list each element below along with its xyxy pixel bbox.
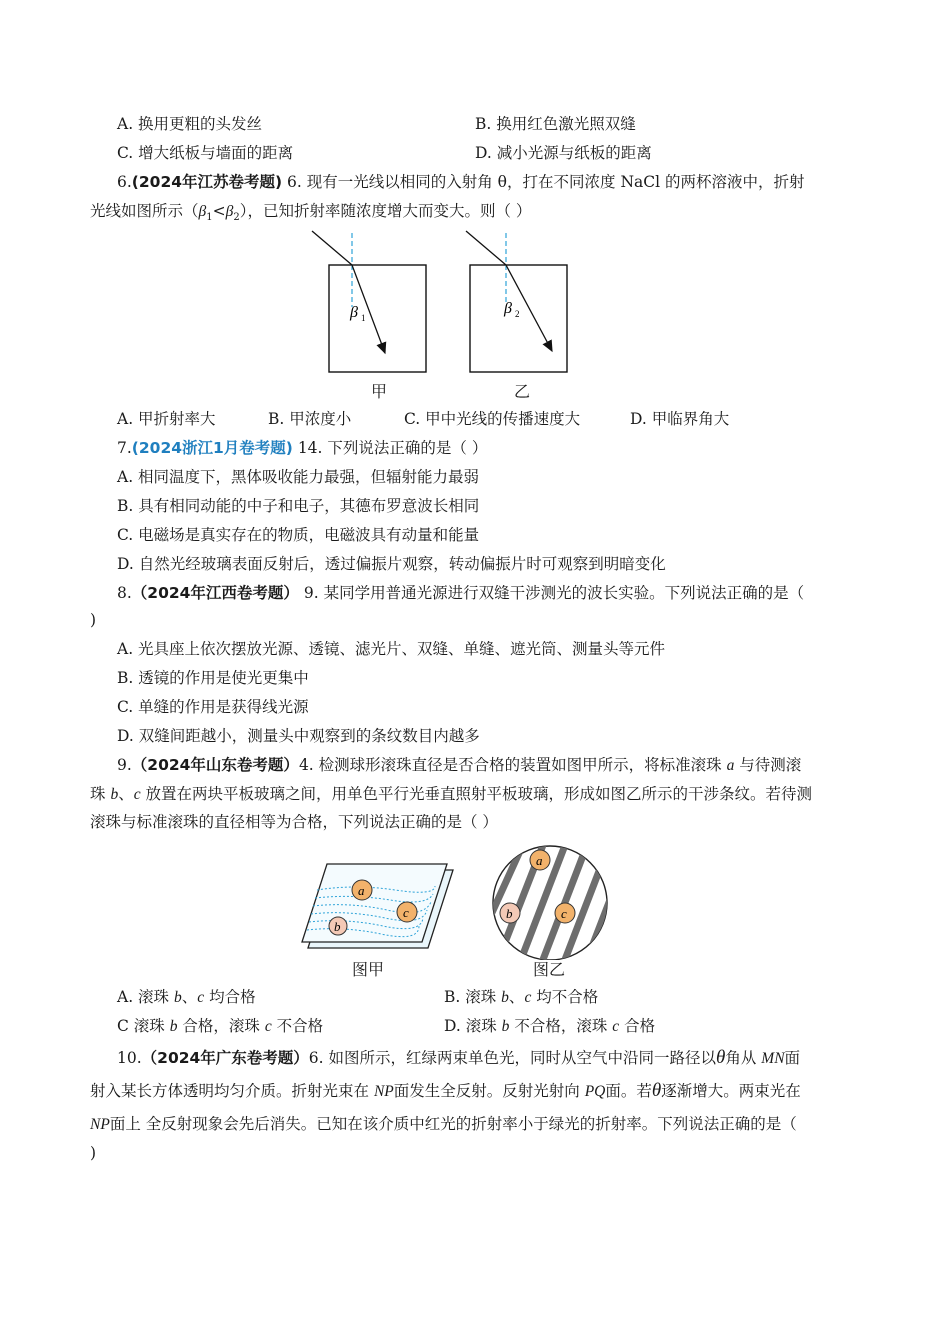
q9-ball-figure (295, 840, 615, 960)
q5-option-c: C. 增大纸板与墙面的距离 (117, 144, 294, 162)
q6-stem-text: 6. 现有一光线以相同的入射角 θ，打在不同浓度 NaCl 的两杯溶液中，折射 (282, 173, 805, 191)
q10-stem-line4: ) (90, 1144, 97, 1162)
q9-fig-label-jia: 图甲 (352, 960, 385, 979)
q5-option-a: A. 换用更粗的头发丝 (117, 115, 263, 133)
incident-ray-jia (312, 231, 352, 265)
q6-refraction-figure (300, 225, 590, 405)
upper-glass-plate (302, 864, 447, 942)
q9-stem-line1: 9.（2024年山东卷考题）4. 检测球形滚珠直径是否合格的装置如图甲所示，将标准滚珠 a 与待测滚 (117, 756, 802, 774)
q6-number: 6. (117, 173, 132, 191)
q6-option-d: D. 甲临界角大 (630, 410, 730, 428)
ball-c-jia-label: c (403, 905, 409, 920)
q6-option-c: C. 甲中光线的传播速度大 (404, 410, 581, 428)
q8-stem-line2: ) (90, 611, 97, 629)
q7-option-a: A. 相同温度下，黑体吸收能力最强，但辐射能力最弱 (117, 468, 480, 486)
q8-option-c: C. 单缝的作用是获得线光源 (117, 698, 309, 716)
q8-option-b: B. 透镜的作用是使光更集中 (117, 669, 309, 687)
q9-option-a: A. 滚珠 b、c 均合格 (117, 988, 256, 1006)
refracted-ray-yi (506, 265, 552, 351)
q9-stem-line3: 滚珠与标准滚珠的直径相等为合格，下列说法正确的是（ ） (90, 813, 498, 831)
q9-option-b: B. 滚珠 b、c 均不合格 (444, 988, 599, 1006)
q8-stem-line1: 8.（2024年江西卷考题） 9. 某同学用普通光源进行双缝干涉测光的波长实验。下列说法正确的是（ (117, 584, 805, 602)
q10-source: （2024年广东卷考题） (141, 1049, 309, 1067)
q6-fig-label-jia: 甲 (371, 382, 388, 401)
q8-number: 8. (117, 584, 132, 602)
q7-stem: 7.(2024浙江1月卷考题) 14. 下列说法正确的是（ ） (117, 439, 488, 457)
q6-fig-label-yi: 乙 (514, 382, 531, 401)
q7-number: 7. (117, 439, 132, 457)
beta1-label: β (350, 304, 358, 321)
q7-source: (2024浙江1月卷考题) (131, 439, 293, 457)
ball-b-yi-label: b (506, 906, 513, 921)
ball-c-yi-label: c (561, 906, 567, 921)
q8-option-d: D. 双缝间距越小，测量头中观察到的条纹数目内越多 (117, 727, 480, 745)
q10-stem-line2: 射入某长方体透明均匀介质。折射光束在 NP面发生全反射。反射光射向 PQ面。若θ逐渐增大。两束光在 (90, 1080, 801, 1101)
incident-ray-yi (466, 231, 506, 265)
q6-option-a: A. 甲折射率大 (117, 410, 216, 428)
q9-number: 9. (117, 756, 132, 774)
q7-option-b: B. 具有相同动能的中子和电子，其德布罗意波长相同 (117, 497, 480, 515)
q8-source: （2024年江西卷考题） (131, 584, 299, 602)
beta2-sub: 2 (515, 309, 520, 319)
q9-source: （2024年山东卷考题） (131, 756, 299, 774)
ball-b-jia-label: b (334, 919, 341, 934)
q6-stem-line1 (117, 171, 805, 193)
q6-option-b: B. 甲浓度小 (268, 410, 352, 428)
q9-option-d: D. 滚珠 b 不合格，滚珠 c 合格 (444, 1017, 656, 1035)
q5-option-d: D. 减小光源与纸板的距离 (475, 144, 652, 162)
q8-option-a: A. 光具座上依次摆放光源、透镜、滤光片、双缝、单缝、遮光筒、测量头等元件 (117, 640, 666, 658)
q9-stem-line2: 珠 b、c 放置在两块平板玻璃之间，用单色平行光垂直照射平板玻璃，形成如图乙所示的干涉条纹。若待测 (90, 785, 813, 803)
q6-source: (2024年江苏卷考题) (131, 173, 283, 191)
q9-option-c: C 滚珠 b 合格，滚珠 c 不合格 (117, 1017, 324, 1035)
beta2-label: β (504, 300, 512, 317)
q9-fig-label-yi: 图乙 (533, 960, 566, 979)
q10-stem-line1: 10.（2024年广东卷考题）6. 如图所示，红绿两束单色光，同时从空气中沿同一路径以θ角从 MN面 (117, 1047, 801, 1068)
q5-option-b: B. 换用红色激光照双缝 (475, 115, 636, 133)
q7-option-c: C. 电磁场是真实存在的物质，电磁波具有动量和能量 (117, 526, 480, 544)
q10-stem-line3: NP面上 全反射现象会先后消失。已知在该介质中红光的折射率小于绿光的折射率。下列说法正确的是（ (90, 1115, 797, 1133)
q10-number: 10. (117, 1049, 142, 1067)
ball-a-jia-label: a (358, 883, 365, 898)
beta1-sub: 1 (361, 313, 366, 323)
ball-a-yi-label: a (536, 853, 543, 868)
q7-option-d: D. 自然光经玻璃表面反射后，透过偏振片观察，转动偏振片时可观察到明暗变化 (117, 555, 666, 573)
container-jia (329, 265, 426, 372)
q6-stem-line2: 光线如图所示$(\beta_1<\beta_2)$，已知折射率随浓度增大而变大。则（ ） (90, 202, 532, 224)
